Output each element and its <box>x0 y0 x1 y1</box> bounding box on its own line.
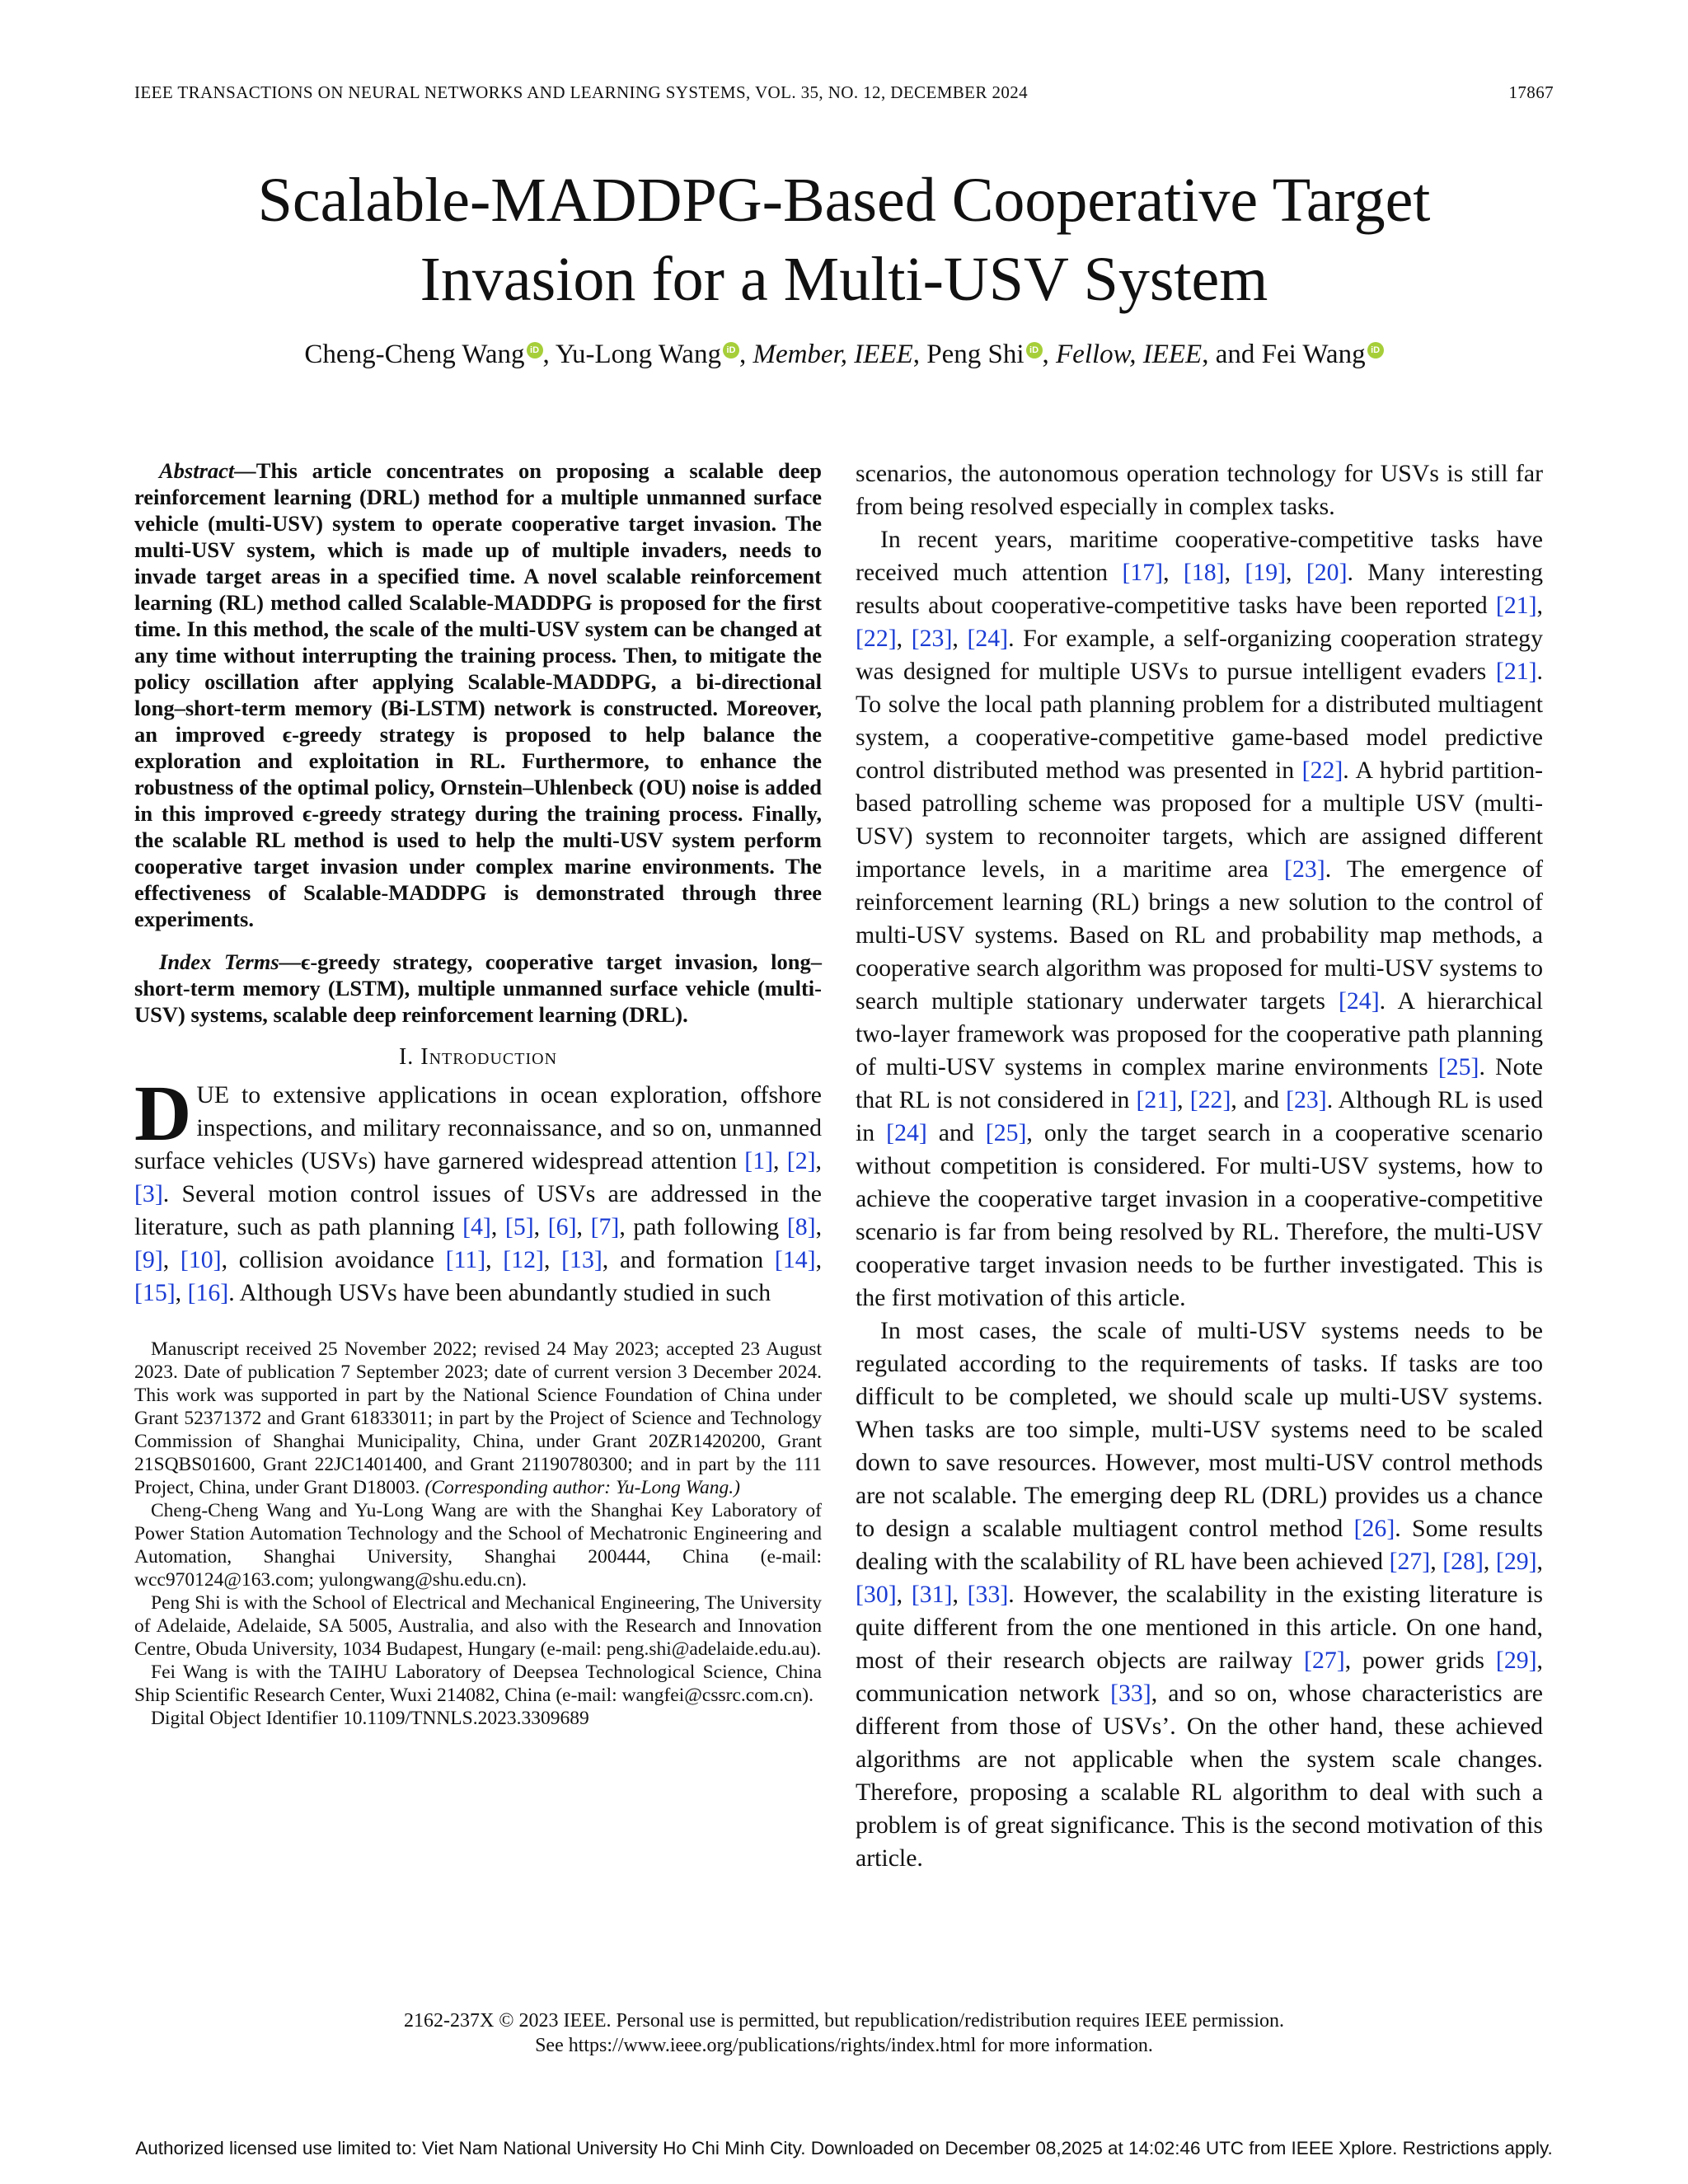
citation-link[interactable]: [27] <box>1304 1647 1345 1674</box>
citation-link[interactable]: [17] <box>1122 559 1164 586</box>
citation-link[interactable]: [24] <box>1338 987 1380 1015</box>
index-terms-label: Index Terms— <box>159 949 302 974</box>
abstract-label: Abstract— <box>159 458 256 483</box>
citation-link[interactable]: [7] <box>590 1213 620 1240</box>
author-name: Peng Shi <box>926 340 1025 369</box>
author-list: Cheng-Cheng Wang iD , Yu-Long Wang iD , Member, IEEE, Peng Shi iD , Fellow, IEEE, and Fei Wang iD <box>82 340 1606 370</box>
intro-paragraph: DUE to extensive applications in ocean exploration, offshore inspections, and military reconnaissance, and so on, unmanned surface vehicles (USVs) have garnered widespread attention [1], [2], [3]. Several motion control issues of USVs are addressed in the literature, such as path planning [4], [5], [6], [7], path following [8], [9], [10], collision avoidance [11], [12], [13], and formation [14], [15], [16]. Although USVs have been abundantly studied in such <box>134 1069 823 1306</box>
citation-link[interactable]: [28] <box>1442 1548 1484 1575</box>
citation-link[interactable]: [24] <box>967 625 1009 652</box>
citation-link[interactable]: [11] <box>445 1246 486 1273</box>
citation-link[interactable]: [2] <box>786 1147 816 1174</box>
citation-link[interactable]: [14] <box>774 1246 816 1273</box>
author-name: Cheng-Cheng Wang <box>304 340 525 369</box>
title-line-1: Scalable-MADDPG-Based Cooperative Target <box>257 166 1431 235</box>
orcid-icon[interactable]: iD <box>527 342 543 359</box>
citation-link[interactable]: [20] <box>1306 559 1348 586</box>
citation-link[interactable]: [29] <box>1495 1647 1537 1674</box>
journal-name: IEEE TRANSACTIONS ON NEURAL NETWORKS AND LEARNING SYSTEMS, VOL. 35, NO. 12, DECEMBER 2024 <box>134 82 1029 102</box>
citation-link[interactable]: [8] <box>786 1213 816 1240</box>
citation-link[interactable]: [19] <box>1245 559 1287 586</box>
citation-link[interactable]: [25] <box>1437 1053 1479 1080</box>
citation-link[interactable]: [9] <box>134 1246 163 1273</box>
left-column <box>134 457 822 1730</box>
body-paragraph: In most cases, the scale of multi-USV systems needs to be regulated according to the requirements of tasks. If tasks are too difficult to be completed, we should scale up multi-USV systems. When tasks are too simple, multi-USV systems need to be scaled down to save resources. However, most multi-USV control methods are not scalable. The emerging deep RL (DRL) provides us a chance to design a scalable multiagent control method [26]. Some results dealing with the scalability of RL have been achieved [27], [28], [29], [30], [31], [33]. However, the scalability in the existing literature is quite different from the one mentioned in this article. On one hand, most of their research objects are railway [27], power grids [29], communication network [33], and so on, whose characteristics are different from those of USVs’. On the other hand, these achieved algorithms are not applicable when the system scale changes. Therefore, proposing a scalable RL algorithm to deal with such a problem is of great significance. This is the second motivation of this article. <box>856 1317 1544 1872</box>
author-role: Fellow, IEEE <box>1056 340 1203 369</box>
citation-link[interactable]: [22] <box>1189 1086 1231 1113</box>
license-footer: Authorized licensed use limited to: Viet Nam National University Ho Chi Minh City. Downloaded on December 08,2025 at 14:02:46 UTC from IEEE Xplore. Restrictions apply. <box>135 2138 1553 2158</box>
citation-link[interactable]: [22] <box>856 625 897 652</box>
citation-link[interactable]: [21] <box>1495 658 1537 685</box>
citation-link[interactable]: [25] <box>985 1119 1027 1146</box>
index-terms-text: ϵ-greedy strategy, cooperative target invasion, long–short-term memory (LSTM), multiple unmanned surface vehicle (multi-USV) systems, scalable deep reinforcement learning (DRL). <box>134 949 822 1027</box>
citation-link[interactable]: [10] <box>180 1246 222 1273</box>
citation-link[interactable]: [5] <box>504 1213 534 1240</box>
citation-link[interactable]: [21] <box>1495 592 1537 619</box>
citation-link[interactable]: [33] <box>1110 1680 1151 1707</box>
footnote-manuscript: Manuscript received 25 November 2022; revised 24 May 2023; accepted 23 August 2023. Date of publication 7 September 2023; date of current version 3 December 2024. This work was supported in part by the National Science Foundation of China under Grant 52371372 and Grant 61833011; in part by the Project of Science and Technology Commission of Shanghai Municipality, China, under Grant 20ZR1420200, Grant 21SQBS01600, Grant 22JC1401400, and Grant 21190780300; and in part by the 111 Project, China, under Grant D18003. (Corresponding author: Yu-Long Wang.) <box>134 1338 822 1498</box>
title-line-2: Invasion for a Multi-USV System <box>420 245 1268 314</box>
orcid-icon[interactable]: iD <box>1026 342 1043 359</box>
running-header <box>134 82 1554 103</box>
body-paragraph: scenarios, the autonomous operation technology for USVs is still far from being resolved especially in complex tasks. <box>856 460 1543 520</box>
footnotes <box>134 1338 822 1730</box>
paper-title <box>115 161 1573 319</box>
citation-link[interactable]: [23] <box>1284 855 1325 883</box>
author-role: Member, IEEE <box>753 340 913 369</box>
orcid-icon[interactable]: iD <box>1367 342 1384 359</box>
index-terms <box>134 949 822 1028</box>
footnote-doi: Digital Object Identifier 10.1109/TNNLS.2023.3309689 <box>151 1708 589 1729</box>
copyright-notice: 2162-237X © 2023 IEEE. Personal use is permitted, but republication/redistribution requires IEEE permission. See https://www.ieee.org/publications/rights/index.html for more information. <box>403 2010 1285 2056</box>
author-name: Fei Wang <box>1261 340 1366 369</box>
orcid-icon[interactable]: iD <box>723 342 739 359</box>
citation-link[interactable]: [23] <box>911 625 953 652</box>
abstract-text: This article concentrates on proposing a scalable deep reinforcement learning (DRL) method for a multiple unmanned surface vehicle (multi-USV) system to operate cooperative target invasion. The multi-USV system, which is made up of multiple invaders, needs to invade target areas in a specified time. A novel scalable reinforcement learning (RL) method called Scalable-MADDPG is proposed for the first time. In this method, the scale of the multi-USV system can be changed at any time without interrupting the training process. Then, to mitigate the policy oscillation after applying Scalable-MADDPG, a bi-directional long–short-term memory (Bi-LSTM) network is constructed. Moreover, an improved ϵ-greedy strategy is proposed to help balance the exploration and exploitation in RL. Furthermore, to enhance the robustness of the optimal policy, Ornstein–Uhlenbeck (OU) noise is added in this improved ϵ-greedy strategy during the training process. Finally, the scalable RL method is used to help the multi-USV system perform cooperative target invasion under complex marine environments. The effectiveness of Scalable-MADDPG is demonstrated through three experiments. <box>134 458 822 931</box>
citation-link[interactable]: [33] <box>967 1581 1009 1608</box>
citation-link[interactable]: [15] <box>134 1279 176 1306</box>
citation-link[interactable]: [22] <box>1301 757 1343 784</box>
citation-link[interactable]: [6] <box>547 1213 577 1240</box>
citation-link[interactable]: [1] <box>744 1147 774 1174</box>
citation-link[interactable]: [18] <box>1183 559 1225 586</box>
body-paragraph: In recent years, maritime cooperative-competitive tasks have received much attention [17], [18], [19], [20]. Many interesting results about cooperative-competitive tasks have been reported [21], [22], [23], [24]. For example, a self-organizing cooperation strategy was designed for multiple USVs to pursue intelligent evaders [21]. To solve the local path planning problem for a distributed multiagent system, a cooperative-competitive game-based model predictive control distributed method was presented in [22]. A hybrid partition-based patrolling scheme was proposed for a multiple USV (multi-USV) system to reconnoiter targets, which are assigned different importance levels, in a maritime area [23]. The emergence of reinforcement learning (RL) brings a new solution to the control of multi-USV systems. Based on RL and probability map methods, a cooperative search algorithm was proposed for multi-USV systems to search multiple stationary underwater targets [24]. A hierarchical two-layer framework was proposed for the cooperative path planning of multi-USV systems in complex marine environments [25]. Note that RL is not considered in [21], [22], and [23]. Although RL is used in [24] and [25], only the target search in a cooperative scenario without competition is considered. For multi-USV systems, how to achieve the cooperative target invasion in a cooperative-competitive scenario is far from being resolved by RL. Therefore, the multi-USV cooperative target invasion needs to be further investigated. This is the first motivation of this article. <box>856 526 1544 1311</box>
citation-link[interactable]: [13] <box>561 1246 603 1273</box>
right-column <box>856 457 1543 1875</box>
citation-link[interactable]: [26] <box>1353 1515 1395 1542</box>
citation-link[interactable]: [29] <box>1495 1548 1537 1575</box>
citation-link[interactable]: [21] <box>1136 1086 1178 1113</box>
footnote-affiliation: Peng Shi is with the School of Electrical and Mechanical Engineering, The University of Adelaide, Adelaide, SA 5005, Australia, and also with the Research and Innovation Centre, Obuda University, 1034 Budapest, Hungary (e-mail: peng.shi@adelaide.edu.au). <box>134 1592 822 1660</box>
citation-link[interactable]: [30] <box>856 1581 897 1608</box>
page-number: 17867 <box>1508 82 1554 102</box>
drop-cap: D <box>134 1069 192 1157</box>
citation-link[interactable]: [3] <box>134 1180 163 1207</box>
citation-link[interactable]: [12] <box>503 1246 544 1273</box>
citation-link[interactable]: [4] <box>462 1213 491 1240</box>
citation-link[interactable]: [23] <box>1286 1086 1327 1113</box>
footnote-affiliation: Fei Wang is with the TAIHU Laboratory of Deepsea Technological Science, China Ship Scientific Research Center, Wuxi 214082, China (e-mail: wangfei@cssrc.com.cn). <box>134 1661 822 1706</box>
abstract <box>134 457 822 932</box>
citation-link[interactable]: [31] <box>911 1581 953 1608</box>
citation-link[interactable]: [16] <box>187 1279 229 1306</box>
citation-link[interactable]: [24] <box>886 1119 927 1146</box>
section-heading: I. Introduction <box>398 1044 558 1070</box>
footnote-affiliation: Cheng-Cheng Wang and Yu-Long Wang are with the Shanghai Key Laboratory of Power Station Automation Technology and the School of Mechatronic Engineering and Automation, Shanghai University, Shanghai 200444, China (e-mail: wcc970124@163.com; yulongwang@shu.edu.cn). <box>134 1500 822 1591</box>
citation-link[interactable]: [27] <box>1389 1548 1431 1575</box>
author-name: Yu-Long Wang <box>555 340 721 369</box>
